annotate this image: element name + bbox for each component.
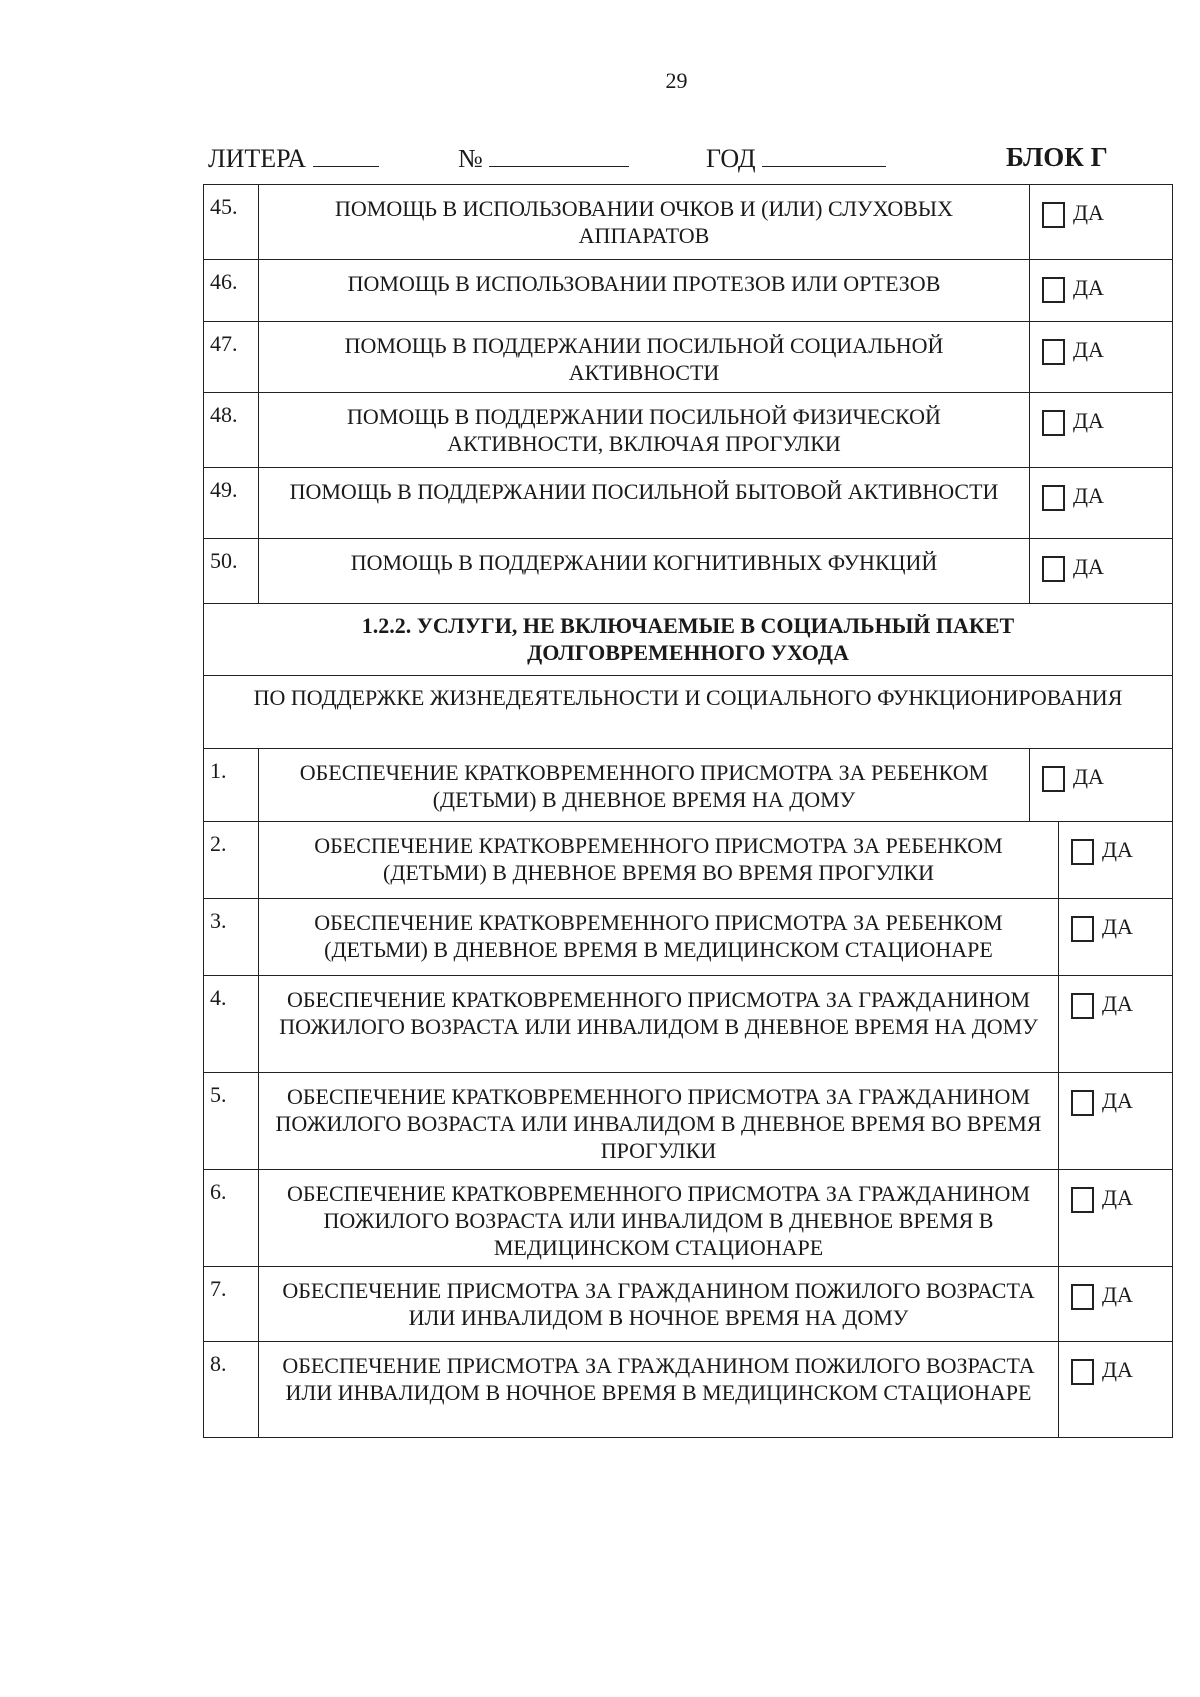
checkbox[interactable] bbox=[1042, 410, 1065, 436]
service-row bbox=[203, 321, 1173, 392]
yes-checkbox-cell bbox=[1029, 322, 1172, 392]
checkbox[interactable] bbox=[1071, 1359, 1094, 1385]
year-label: ГОД bbox=[706, 144, 756, 173]
block-label: БЛОК Г bbox=[1006, 142, 1108, 172]
service-description: ОБЕСПЕЧЕНИЕ КРАТКОВРЕМЕННОГО ПРИСМОТРА ЗА РЕБЕНКОМ (ДЕТЬМИ) В ДНЕВНОЕ ВРЕМЯ В МЕДИЦИНСКОМ СТАЦИОНАРЕ bbox=[314, 910, 1003, 962]
service-row bbox=[203, 1072, 1173, 1169]
checkbox[interactable] bbox=[1042, 202, 1065, 228]
service-description: ОБЕСПЕЧЕНИЕ ПРИСМОТРА ЗА ГРАЖДАНИНОМ ПОЖИЛОГО ВОЗРАСТА ИЛИ ИНВАЛИДОМ В НОЧНОЕ ВРЕМЯ НА ДОМУ bbox=[282, 1278, 1035, 1330]
yes-checkbox-cell bbox=[1058, 1267, 1172, 1341]
service-row bbox=[203, 748, 1173, 821]
row-number: 6. bbox=[204, 1170, 259, 1266]
yes-checkbox-cell bbox=[1058, 1342, 1172, 1437]
yes-checkbox-cell bbox=[1029, 468, 1172, 538]
checkbox[interactable] bbox=[1042, 339, 1065, 365]
row-number: 7. bbox=[204, 1267, 259, 1341]
checkbox[interactable] bbox=[1071, 1090, 1094, 1116]
yes-checkbox-cell bbox=[1058, 822, 1172, 898]
checkbox-label: ДА bbox=[1073, 337, 1104, 362]
services-table bbox=[203, 184, 1173, 1438]
section-title: 1.2.2. УСЛУГИ, НЕ ВКЛЮЧАЕМЫЕ В СОЦИАЛЬНЫЙ ПАКЕТ ДОЛГОВРЕМЕННОГО УХОДА bbox=[361, 613, 1015, 665]
litera-label: ЛИТЕРА bbox=[208, 144, 307, 173]
number-field bbox=[458, 142, 629, 174]
yes-checkbox-cell bbox=[1029, 539, 1172, 603]
page-number: 29 bbox=[665, 68, 688, 93]
service-row bbox=[203, 821, 1173, 898]
row-number: 2. bbox=[204, 822, 259, 898]
checkbox-label: ДА bbox=[1102, 837, 1133, 862]
checkbox-label: ДА bbox=[1073, 200, 1104, 225]
service-description: ПОМОЩЬ В ПОДДЕРЖАНИИ КОГНИТИВНЫХ ФУНКЦИЙ bbox=[350, 550, 938, 575]
service-description: ОБЕСПЕЧЕНИЕ КРАТКОВРЕМЕННОГО ПРИСМОТРА ЗА ГРАЖДАНИНОМ ПОЖИЛОГО ВОЗРАСТА ИЛИ ИНВАЛИДОМ В ДНЕВНОЕ ВРЕМЯ ВО ВРЕМЯ ПРОГУЛКИ bbox=[275, 1084, 1042, 1163]
service-description: ПОМОЩЬ В ПОДДЕРЖАНИИ ПОСИЛЬНОЙ СОЦИАЛЬНОЙ АКТИВНОСТИ bbox=[344, 333, 944, 385]
service-description: ОБЕСПЕЧЕНИЕ КРАТКОВРЕМЕННОГО ПРИСМОТРА ЗА РЕБЕНКОМ (ДЕТЬМИ) В ДНЕВНОЕ ВРЕМЯ ВО ВРЕМЯ ПРОГУЛКИ bbox=[314, 833, 1003, 885]
row-number: 46. bbox=[204, 260, 259, 321]
checkbox[interactable] bbox=[1042, 485, 1065, 511]
subheader-title: ПО ПОДДЕРЖКЕ ЖИЗНЕДЕЯТЕЛЬНОСТИ И СОЦИАЛЬНОГО ФУНКЦИОНИРОВАНИЯ bbox=[253, 685, 1123, 710]
subheader-row bbox=[203, 675, 1173, 748]
service-row bbox=[203, 392, 1173, 467]
checkbox[interactable] bbox=[1071, 1187, 1094, 1213]
service-row bbox=[203, 898, 1173, 975]
service-description: ОБЕСПЕЧЕНИЕ КРАТКОВРЕМЕННОГО ПРИСМОТРА ЗА ГРАЖДАНИНОМ ПОЖИЛОГО ВОЗРАСТА ИЛИ ИНВАЛИДОМ В ДНЕВНОЕ ВРЕМЯ НА ДОМУ bbox=[279, 987, 1038, 1039]
yes-checkbox-cell bbox=[1029, 749, 1172, 821]
yes-checkbox-cell bbox=[1029, 260, 1172, 321]
service-description: ПОМОЩЬ В ПОДДЕРЖАНИИ ПОСИЛЬНОЙ БЫТОВОЙ АКТИВНОСТИ bbox=[289, 479, 999, 504]
row-number: 50. bbox=[204, 539, 259, 603]
row-number: 4. bbox=[204, 976, 259, 1072]
checkbox-label: ДА bbox=[1073, 554, 1104, 579]
service-description: ОБЕСПЕЧЕНИЕ ПРИСМОТРА ЗА ГРАЖДАНИНОМ ПОЖИЛОГО ВОЗРАСТА ИЛИ ИНВАЛИДОМ В НОЧНОЕ ВРЕМЯ В МЕДИЦИНСКОМ СТАЦИОНАРЕ bbox=[282, 1353, 1035, 1405]
service-description: ПОМОЩЬ В ИСПОЛЬЗОВАНИИ ОЧКОВ И (ИЛИ) СЛУХОВЫХ АППАРАТОВ bbox=[334, 196, 954, 248]
checkbox-label: ДА bbox=[1073, 483, 1104, 508]
number-label: № bbox=[458, 144, 483, 173]
number-blank[interactable] bbox=[489, 142, 629, 167]
checkbox-label: ДА bbox=[1102, 1357, 1133, 1382]
checkbox[interactable] bbox=[1071, 993, 1094, 1019]
service-description: ПОМОЩЬ В ИСПОЛЬЗОВАНИИ ПРОТЕЗОВ ИЛИ ОРТЕЗОВ bbox=[347, 271, 941, 296]
service-description: ОБЕСПЕЧЕНИЕ КРАТКОВРЕМЕННОГО ПРИСМОТРА ЗА ГРАЖДАНИНОМ ПОЖИЛОГО ВОЗРАСТА ИЛИ ИНВАЛИДОМ В ДНЕВНОЕ ВРЕМЯ В МЕДИЦИНСКОМ СТАЦИОНАРЕ bbox=[286, 1181, 1030, 1260]
row-number: 48. bbox=[204, 393, 259, 467]
service-row bbox=[203, 538, 1173, 603]
service-row bbox=[203, 184, 1173, 259]
checkbox[interactable] bbox=[1042, 277, 1065, 303]
litera-blank[interactable] bbox=[313, 142, 379, 167]
checkbox-label: ДА bbox=[1073, 408, 1104, 433]
checkbox-label: ДА bbox=[1102, 1185, 1133, 1210]
row-number: 49. bbox=[204, 468, 259, 538]
checkbox-label: ДА bbox=[1073, 764, 1104, 789]
row-number: 47. bbox=[204, 322, 259, 392]
checkbox-label: ДА bbox=[1102, 914, 1133, 939]
checkbox-label: ДА bbox=[1102, 1088, 1133, 1113]
checkbox[interactable] bbox=[1071, 1284, 1094, 1310]
row-number: 5. bbox=[204, 1073, 259, 1169]
row-number: 3. bbox=[204, 899, 259, 975]
yes-checkbox-cell bbox=[1029, 393, 1172, 467]
service-description: ПОМОЩЬ В ПОДДЕРЖАНИИ ПОСИЛЬНОЙ ФИЗИЧЕСКОЙ АКТИВНОСТИ, ВКЛЮЧАЯ ПРОГУЛКИ bbox=[347, 404, 941, 456]
checkbox[interactable] bbox=[1042, 556, 1065, 582]
service-row bbox=[203, 259, 1173, 321]
litera-field bbox=[208, 142, 379, 174]
section-title-row bbox=[203, 603, 1173, 675]
yes-checkbox-cell bbox=[1058, 976, 1172, 1072]
service-description: ОБЕСПЕЧЕНИЕ КРАТКОВРЕМЕННОГО ПРИСМОТРА ЗА РЕБЕНКОМ (ДЕТЬМИ) В ДНЕВНОЕ ВРЕМЯ НА ДОМУ bbox=[299, 760, 989, 812]
checkbox[interactable] bbox=[1071, 916, 1094, 942]
yes-checkbox-cell bbox=[1058, 1170, 1172, 1266]
service-row bbox=[203, 467, 1173, 538]
yes-checkbox-cell bbox=[1029, 185, 1172, 259]
service-row bbox=[203, 1169, 1173, 1266]
checkbox-label: ДА bbox=[1073, 275, 1104, 300]
form-header bbox=[208, 142, 1120, 176]
checkbox[interactable] bbox=[1071, 839, 1094, 865]
year-blank[interactable] bbox=[762, 142, 886, 167]
year-field bbox=[706, 142, 886, 174]
row-number: 1. bbox=[204, 749, 259, 821]
service-row bbox=[203, 1341, 1173, 1438]
yes-checkbox-cell bbox=[1058, 1073, 1172, 1169]
service-row bbox=[203, 975, 1173, 1072]
checkbox-label: ДА bbox=[1102, 991, 1133, 1016]
yes-checkbox-cell bbox=[1058, 899, 1172, 975]
checkbox[interactable] bbox=[1042, 766, 1065, 792]
checkbox-label: ДА bbox=[1102, 1282, 1133, 1307]
row-number: 45. bbox=[204, 185, 259, 259]
row-number: 8. bbox=[204, 1342, 259, 1437]
service-row bbox=[203, 1266, 1173, 1341]
